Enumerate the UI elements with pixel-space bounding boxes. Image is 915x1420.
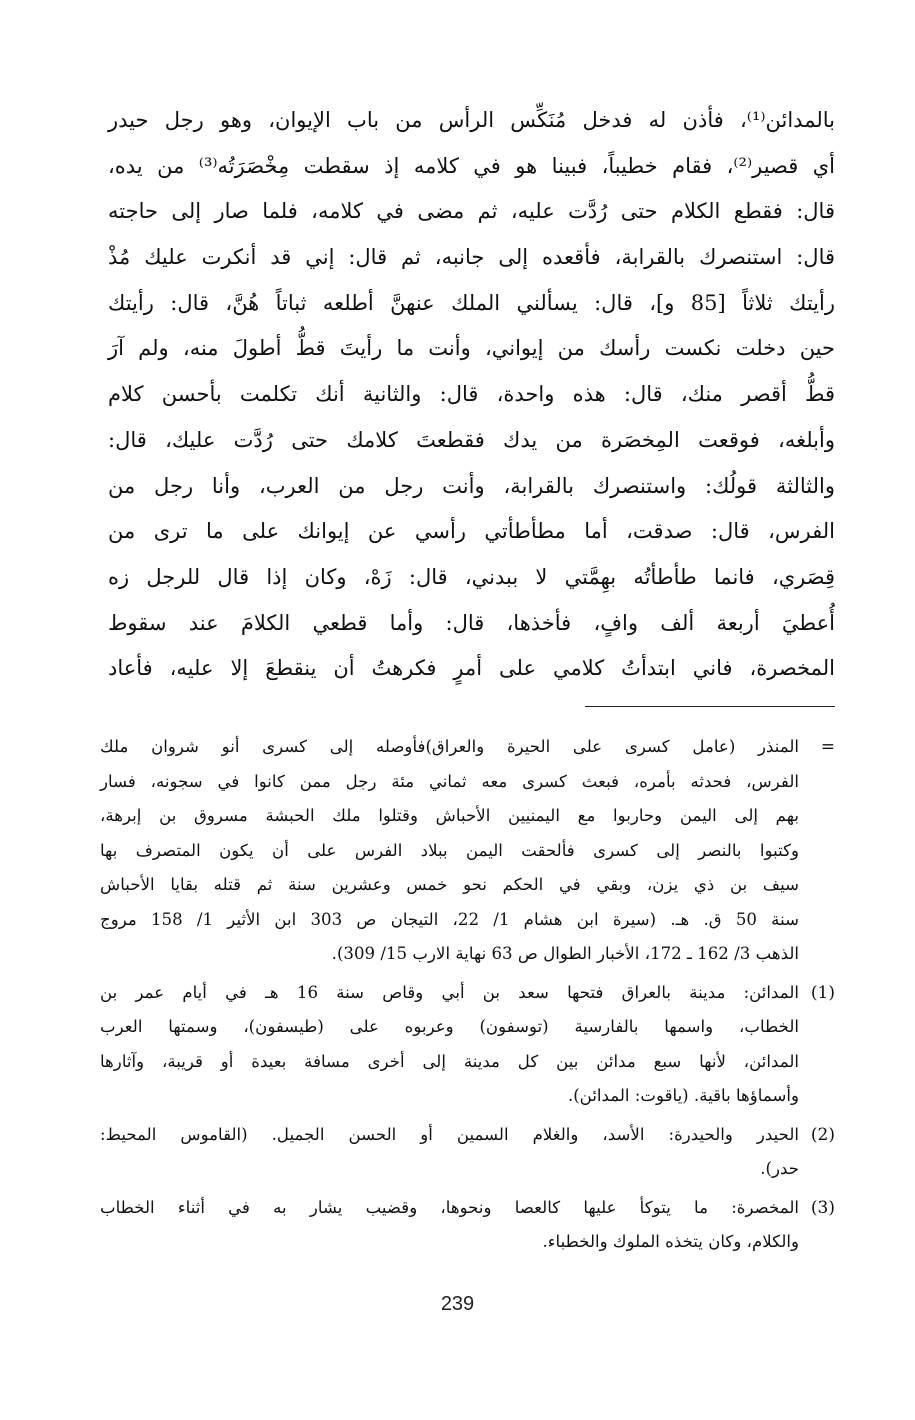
footnote-line: وكتبوا بالنصر إلى كسرى فألحقت اليمن ببلاد الفرس على أن يكون المتصرف بها	[100, 840, 799, 860]
text-line: قِصَري، فانما طأطأتُه بهِمَّتي لا ببدني، قال: زَهْ، وكان إذا قال للرجل زه	[108, 564, 835, 589]
text-line: أي قصير⁽²⁾، فقام خطيباً، فبينا هو في كلامه إذ سقطت مِخْصَرَتُه⁽³⁾ من يده،	[108, 153, 836, 178]
footnote-marker: (1)	[810, 982, 835, 1003]
footnote-1	[100, 976, 835, 1114]
page-number: 239	[440, 1293, 475, 1315]
footnote-marker: =	[820, 737, 835, 757]
footnote-line: والكلام، وكان يتخذه الملوك والخطباء.	[542, 1232, 799, 1251]
footnotes	[100, 730, 835, 1264]
text-line: قال: استنصرك بالقرابة، فأقعده إلى جانبه، ثم قال: إني قد أنكرت عليك مُذْ	[108, 245, 835, 270]
footnote-marker: (2)	[810, 1124, 835, 1145]
text-line: أُعطيَ أربعة ألف وافٍ، فأخذها، قال: وأما قطعي الكلامَ عند سقوط	[108, 610, 835, 635]
text-line: حين دخلت نكست رأسك من إيواني، وأنت ما رأيتَ قطُّ أطولَ منه، ولم آرَ	[108, 336, 835, 361]
footnote-line: وأسماؤها باقية. (ياقوت: المدائن).	[567, 1086, 799, 1105]
footnote-line: الفرس، فحدثه بأمره، فبعث كسرى معه ثماني مئة رجل ممن كانوا في سجونه، فسار	[100, 771, 799, 791]
text-line: وأبلغه، فوقعت المِخصَرة من يدك فقطعتَ كلامك حتى رُدَّت عليك، قال:	[108, 427, 835, 452]
footnote-continuation	[100, 730, 835, 972]
footnote-line: الخطاب، واسمها بالفارسية (توسفون) وعربوه على (طيسفون)، وسمتها العرب	[100, 1017, 799, 1036]
text-line: المخصرة، فاني ابتدأتُ كلامي على أمرٍ فكرهتُ أن ينقطعَ إلا عليه، فأعاد	[108, 656, 835, 681]
footnote-line: المدائن، لأنها سبع مدائن بين كل مدينة إلى أخرى مسافة بعيدة أو قريبة، وآثارها	[100, 1051, 799, 1071]
text-line: الفرس، قال: صدقت، أما مطأطأتي رأسي عن إيوانك على ما ترى من	[108, 519, 835, 544]
footnote-3	[100, 1191, 835, 1260]
text-line: والثالثة قولُك: واستنصرك بالقرابة، وأنت رجل من العرب، وأنا رجل من	[108, 473, 835, 498]
text-line: بالمدائن⁽¹⁾، فأذن له فدخل مُنَكِّس الرأس من باب الإيوان، وهو رجل حيدر	[108, 108, 835, 132]
footnote-line: حدر).	[760, 1159, 799, 1178]
footnote-line: المنذر (عامل كسرى على الحيرة والعراق)فأوصله إلى كسرى أنو شروان ملك	[100, 737, 799, 756]
footnote-line: المخصرة: ما يتوكأ عليها كالعصا ونحوها، وقضيب يشار به في أثناء الخطاب	[100, 1197, 799, 1217]
footnote-line: سنة 50 ق. هـ. (سيرة ابن هشام 1/ 22، التيجان ص 303 ابن الأثير 1/ 158 مروج	[100, 909, 799, 929]
footnote-line: بهم إلى اليمن وحاربوا مع اليمنيين الأحباش وقتلوا ملك الحبشة مسروق بن إبرهة،	[100, 806, 799, 825]
text-line: قال: فقطع الكلام حتى رُدَّت عليه، ثم مضى في كلامه، فلما صار إلى حاجته	[108, 199, 835, 224]
footnote-2	[100, 1118, 835, 1187]
text-line: قطُّ أقصر منك، قال: هذه واحدة، قال: والثانية أنك تكلمت بأحسن كلام	[108, 382, 835, 407]
main-text	[108, 98, 835, 692]
footnote-separator	[585, 706, 835, 707]
footnote-marker: (3)	[810, 1197, 835, 1218]
footnote-line: سيف بن ذي يزن، وبقي في الحكم نحو خمس وعشرين سنة ثم قتله بقايا الأحباش	[100, 875, 799, 894]
footnote-line: المدائن: مدينة بالعراق فتحها سعد بن أبي وقاص سنة 16 هـ في أيام عمر بن	[100, 982, 799, 1002]
footnote-line: الحيدر والحيدرة: الأسد، والغلام السمين أو الحسن الجميل. (القاموس المحيط:	[100, 1124, 799, 1144]
text-line: رأيتك ثلاثاً [85 و]، قال: يسألني الملك عنهنَّ أطلعه ثباتاً هُنَّ، قال: رأيتك	[108, 290, 835, 315]
footnote-line: الذهب 3/ 162 ـ 172، الأخبار الطوال ص 63 نهاية الارب 15/ 309).	[331, 944, 799, 963]
